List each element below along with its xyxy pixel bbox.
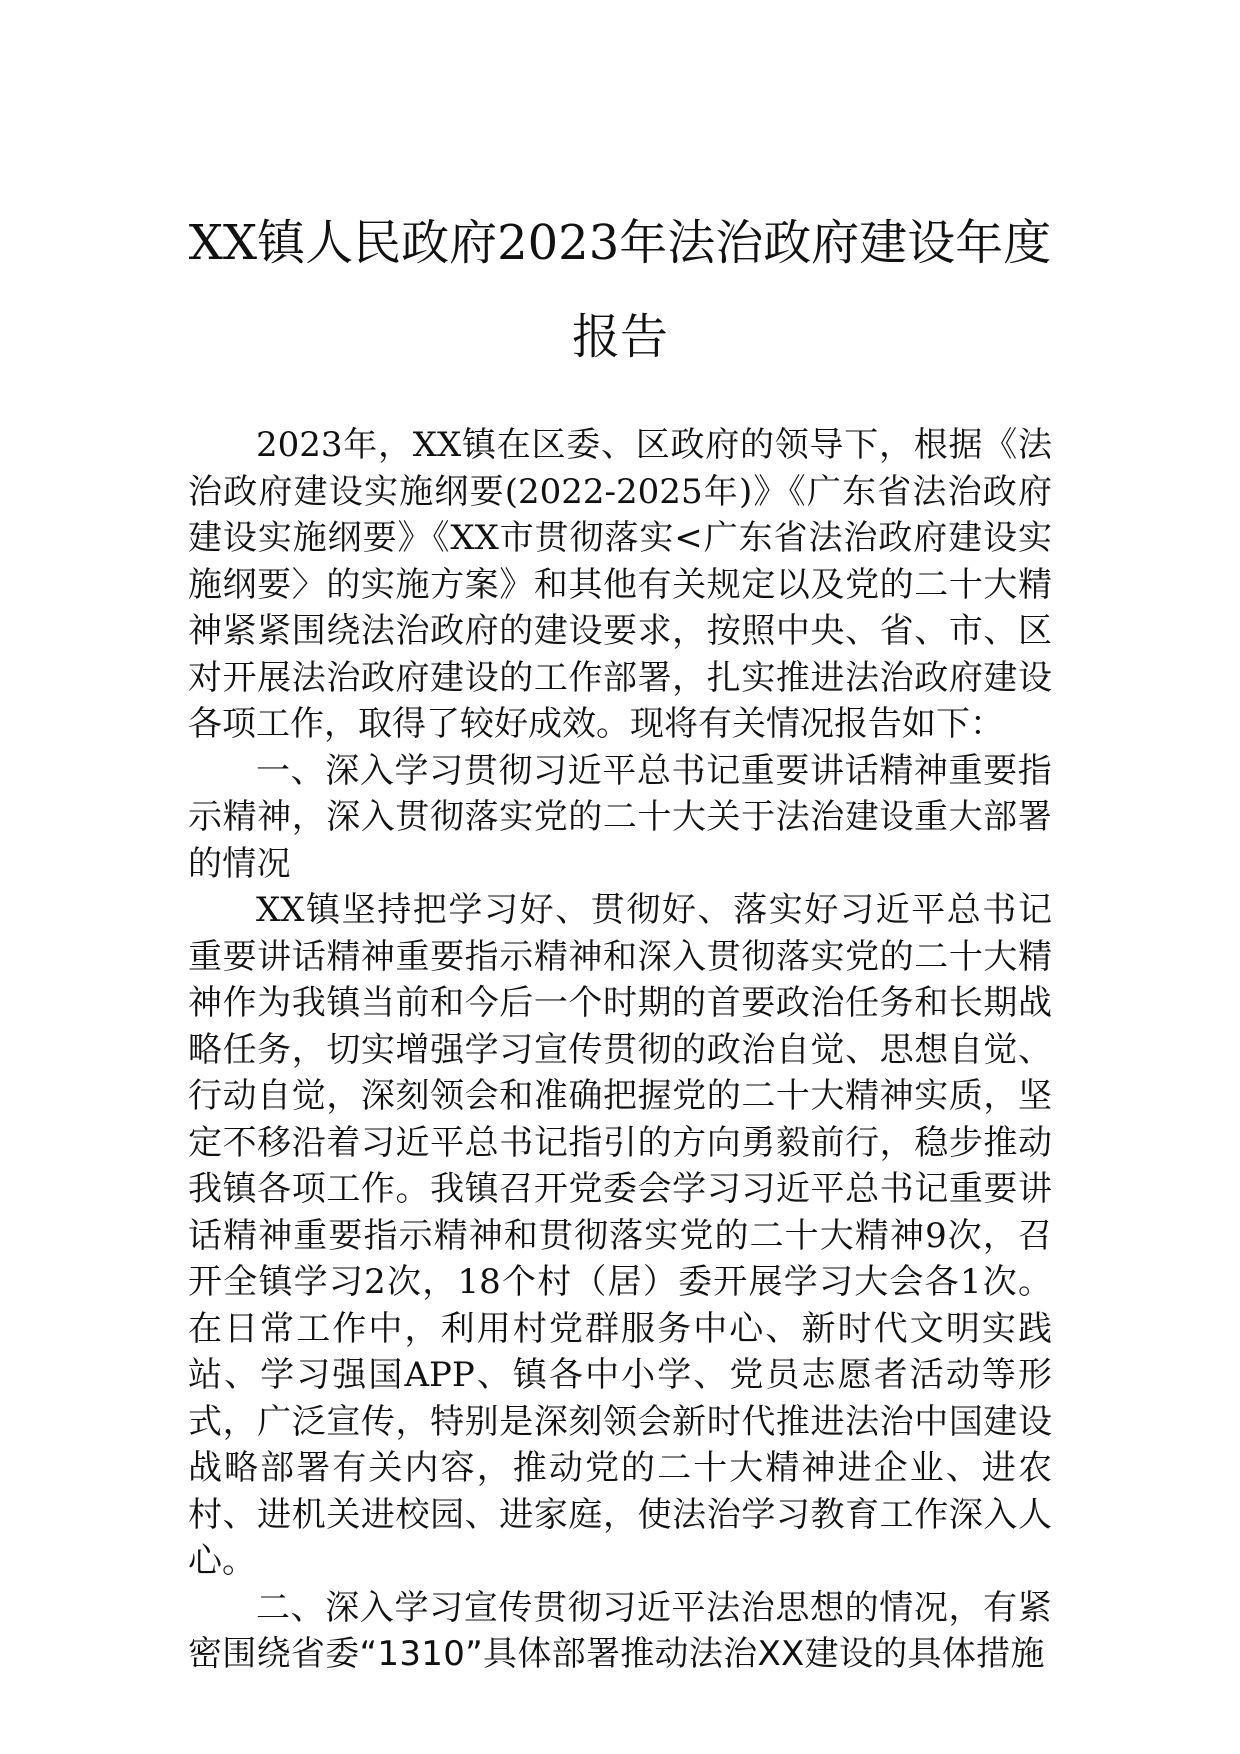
section-1-paragraph: XX镇坚持把学习好、贯彻好、落实好习近平总书记重要讲话精神重要指示精神和深入贯彻落实党的二十大精神作为我镇当前和今后一个时期的首要政治任务和长期战略任务，切实增强学习宣传贯彻的政治自觉、思想自觉、行动自觉，深刻领会和准确把握党的二十大精神实质，坚定不移沿着习近平总书记指引的方向勇毅前行，稳步推动我镇各项工作。我镇召开党委会学习习近平总书记重要讲话精神重要指示精神和贯彻落实党的二十大精神9次，召开全镇学习2次，18个村（居）委开展学习大会各1次。在日常工作中，利用村党群服务中心、新时代文明实践站、学习强国APP、镇各中小学、党员志愿者活动等形式，广泛宣传，特别是深刻领会新时代推进法治中国建设战略部署有关内容，推动党的二十大精神进企业、进农村、进机关进校园、进家庭，使法治学习教育工作深入人心。	[188, 890, 1052, 1581]
section-2-heading: 二、深入学习宣传贯彻习近平法治思想的情况，有紧密围绕省委“1310”具体部署推动法治XX建设的具体措施	[188, 1587, 1052, 1674]
intro-paragraph: 2023年，XX镇在区委、区政府的领导下，根据《法治政府建设实施纲要(2022-2025年)》《广东省法治政府建设实施纲要》《XX市贯彻落实<广东省法治政府建设实施纲要〉的实施方案》和其他有关规定以及党的二十大精神紧紧围绕法治政府的建设要求，按照中央、省、市、区对开展法治政府建设的工作部署，扎实推进法治政府建设各项工作，取得了较好成效。现将有关情况报告如下：	[188, 425, 1052, 744]
section-1-heading: 一、深入学习贯彻习近平总书记重要讲话精神重要指示精神，深入贯彻落实党的二十大关于法治建设重大部署的情况	[188, 750, 1052, 884]
document-title-line-1: XX镇人民政府2023年法治政府建设年度	[188, 215, 1052, 271]
document-body	[188, 422, 1052, 1678]
document-title-line-2: 报告	[571, 309, 668, 365]
